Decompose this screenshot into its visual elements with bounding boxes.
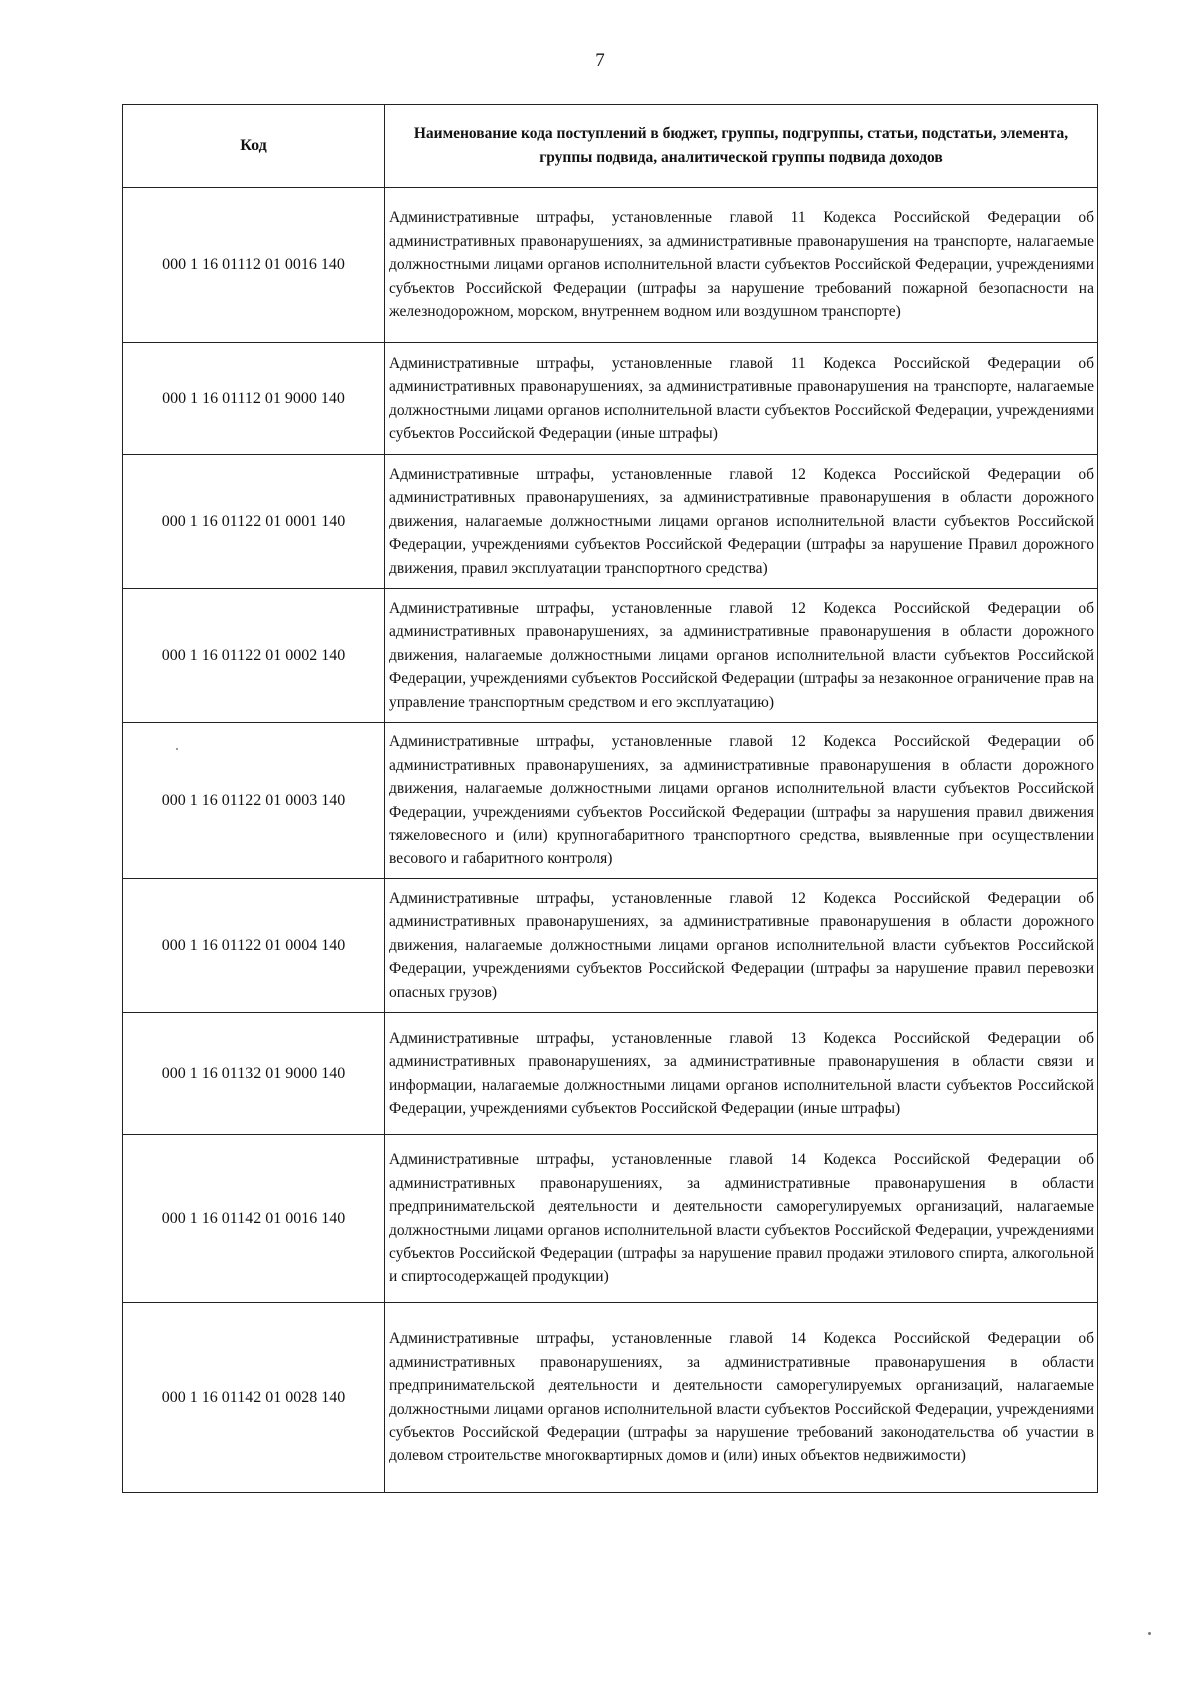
table-row [123, 723, 1098, 879]
name-cell: Административные штрафы, установленные главой 14 Кодекса Российской Федерации об административных правонарушениях, за административные правонарушения в области предпринимательской деятельности и деятельности саморегулируемых организаций, налагаемые должностными лицами органов исполнительной власти субъектов Российской Федерации, учреждениями субъектов Российской Федерации (штрафы за нарушение требований законодательства об участии в долевом строительстве многоквартирных домов и (или) иных объектов недвижимости) [385, 1303, 1098, 1493]
code-cell: 000 1 16 01122 01 0003 140 [123, 723, 385, 879]
name-cell: Административные штрафы, установленные главой 13 Кодекса Российской Федерации об административных правонарушениях, за административные правонарушения в области связи и информации, налагаемые должностными лицами органов исполнительной власти субъектов Российской Федерации, учреждениями субъектов Российской Федерации (иные штрафы) [385, 1013, 1098, 1135]
table-row [123, 1135, 1098, 1303]
code-cell: 000 1 16 01122 01 0001 140 [123, 455, 385, 589]
budget-codes-table [122, 104, 1098, 1493]
code-cell: 000 1 16 01112 01 0016 140 [123, 188, 385, 343]
table-row [123, 1013, 1098, 1135]
scan-speck [1148, 1632, 1151, 1635]
name-cell: Административные штрафы, установленные главой 11 Кодекса Российской Федерации об административных правонарушениях, за административные правонарушения на транспорте, налагаемые должностными лицами органов исполнительной власти субъектов Российской Федерации, учреждениями субъектов Российской Федерации (иные штрафы) [385, 343, 1098, 455]
table-row [123, 455, 1098, 589]
scan-speck [176, 748, 178, 750]
table-row [123, 1303, 1098, 1493]
header-name: Наименование кода поступлений в бюджет, группы, подгруппы, статьи, подстатьи, элемента, группы подвида, аналитической группы подвида доходов [385, 105, 1098, 188]
header-code: Код [123, 105, 385, 188]
name-cell: Административные штрафы, установленные главой 12 Кодекса Российской Федерации об административных правонарушениях, за административные правонарушения в области дорожного движения, налагаемые должностными лицами органов исполнительной власти субъектов Российской Федерации, учреждениями субъектов Российской Федерации (штрафы за нарушения правил движения тяжеловесного и (или) крупногабаритного транспортного средства, выявленные при осуществлении весового и габаритного контроля) [385, 723, 1098, 879]
code-cell: 000 1 16 01132 01 9000 140 [123, 1013, 385, 1135]
code-cell: 000 1 16 01122 01 0002 140 [123, 589, 385, 723]
table-header-row [123, 105, 1098, 188]
code-cell: 000 1 16 01122 01 0004 140 [123, 879, 385, 1013]
name-cell: Административные штрафы, установленные главой 12 Кодекса Российской Федерации об административных правонарушениях, за административные правонарушения в области дорожного движения, налагаемые должностными лицами органов исполнительной власти субъектов Российской Федерации, учреждениями субъектов Российской Федерации (штрафы за незаконное ограничение прав на управление транспортным средством и его эксплуатацию) [385, 589, 1098, 723]
code-cell: 000 1 16 01142 01 0028 140 [123, 1303, 385, 1493]
table-row [123, 589, 1098, 723]
name-cell: Административные штрафы, установленные главой 14 Кодекса Российской Федерации об административных правонарушениях, за административные правонарушения в области предпринимательской деятельности и деятельности саморегулируемых организаций, налагаемые должностными лицами органов исполнительной власти субъектов Российской Федерации, учреждениями субъектов Российской Федерации (штрафы за нарушение правил продажи этилового спирта, алкогольной и спиртосодержащей продукции) [385, 1135, 1098, 1303]
table-row [123, 879, 1098, 1013]
name-cell: Административные штрафы, установленные главой 12 Кодекса Российской Федерации об административных правонарушениях, за административные правонарушения в области дорожного движения, налагаемые должностными лицами органов исполнительной власти субъектов Российской Федерации, учреждениями субъектов Российской Федерации (штрафы за нарушение правил перевозки опасных грузов) [385, 879, 1098, 1013]
name-cell: Административные штрафы, установленные главой 12 Кодекса Российской Федерации об административных правонарушениях, за административные правонарушения в области дорожного движения, налагаемые должностными лицами органов исполнительной власти субъектов Российской Федерации, учреждениями субъектов Российской Федерации (штрафы за нарушение Правил дорожного движения, правил эксплуатации транспортного средства) [385, 455, 1098, 589]
code-cell: 000 1 16 01112 01 9000 140 [123, 343, 385, 455]
table-row [123, 343, 1098, 455]
code-cell: 000 1 16 01142 01 0016 140 [123, 1135, 385, 1303]
name-cell: Административные штрафы, установленные главой 11 Кодекса Российской Федерации об административных правонарушениях, за административные правонарушения на транспорте, налагаемые должностными лицами органов исполнительной власти субъектов Российской Федерации, учреждениями субъектов Российской Федерации (штрафы за нарушение требований пожарной безопасности на железнодорожном, морском, внутреннем водном или воздушном транспорте) [385, 188, 1098, 343]
page-number: 7 [595, 50, 605, 71]
table-row [123, 188, 1098, 343]
